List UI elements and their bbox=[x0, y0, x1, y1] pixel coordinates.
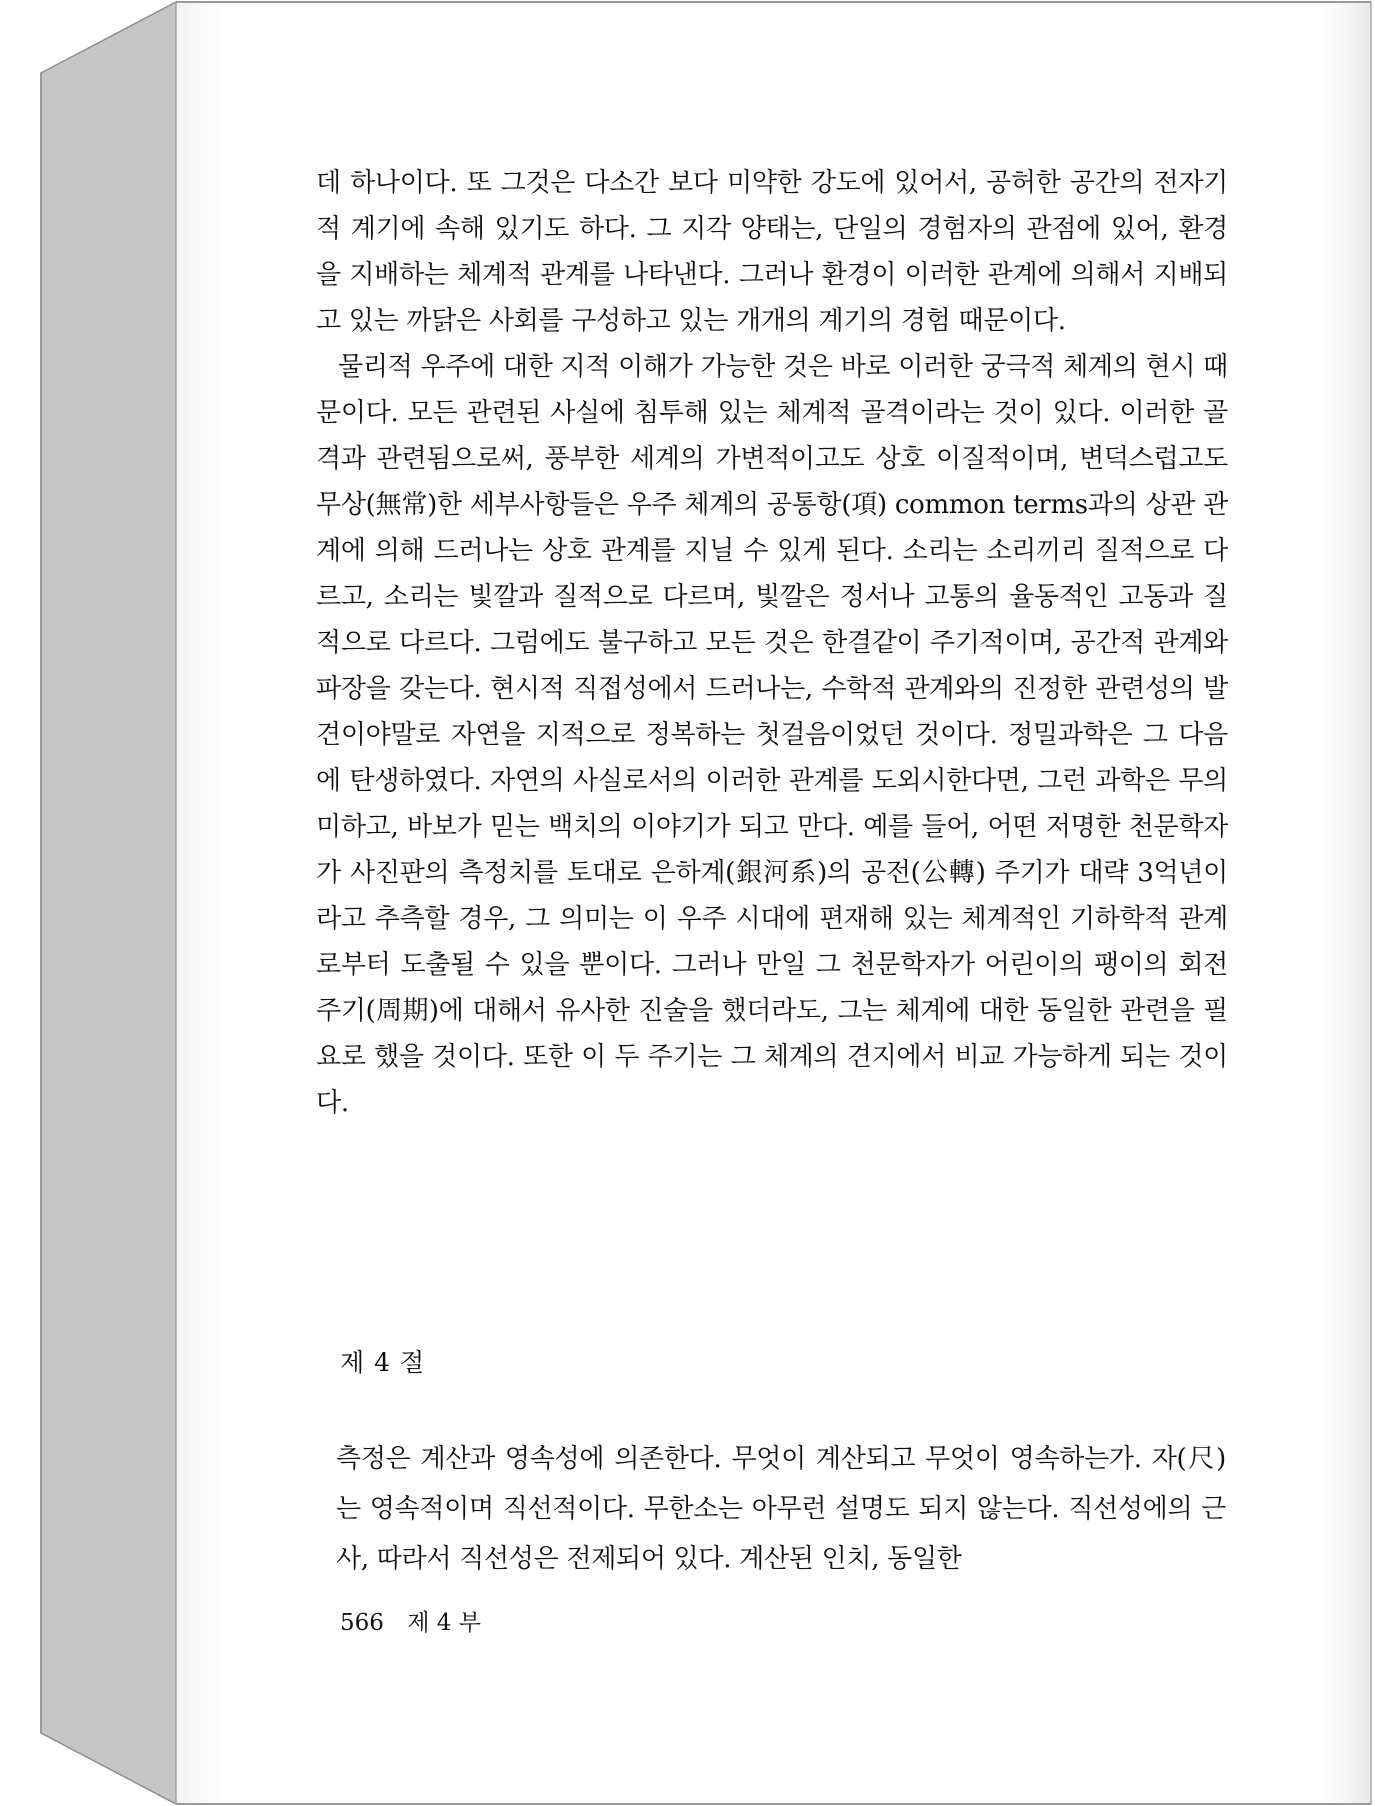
section-heading: 제 4 절 bbox=[340, 1348, 426, 1377]
book-spine-face bbox=[41, 2, 176, 1804]
body-paragraph-1: 데 하나이다. 또 그것은 다소간 보다 미약한 강도에 있어서, 공허한 공간의 전자기적 계기에 속해 있기도 하다. 그 지각 양태는, 단일의 경험자의 관점에 있어, 환경을 지배하는 체계적 관계를 나타낸다. 그러나 환경이 이러한 관계에 의해서 지배되고 있는 까닭은 사회를 구성하고 있는 개개의 계기의 경험 때문이다. bbox=[316, 168, 1228, 336]
part-label: 제 4 부 bbox=[407, 1610, 481, 1636]
page-footer bbox=[340, 1604, 481, 1637]
section-paragraph: 측정은 계산과 영속성에 의존한다. 무엇이 계산되고 무엇이 영속하는가. 자(尺)는 영속적이며 직선적이다. 무한소는 아무런 설명도 되지 않는다. 직선성에의 근사, 따라서 직선성은 전제되어 있다. 계산된 인치, 동일한 bbox=[336, 1444, 1226, 1574]
main-text-block bbox=[316, 160, 1228, 1126]
body-paragraph-2: 물리적 우주에 대한 지적 이해가 가능한 것은 바로 이러한 궁극적 체계의 현시 때문이다. 모든 관련된 사실에 침투해 있는 체계적 골격이라는 것이 있다. 이러한 골격과 관련됨으로써, 풍부한 세계의 가변적이고도 상호 이질적이며, 변덕스럽고도 무상(無常)한 세부사항들은 우주 체계의 공통항(項) common terms과의 상관 관계에 의해 드러나는 상호 관계를 지닐 수 있게 된다. 소리는 소리끼리 질적으로 다르고, 소리는 빛깔과 질적으로 다르며, 빛깔은 정서나 고통의 율동적인 고동과 질적으로 다르다. 그럼에도 불구하고 모든 것은 한결같이 주기적이며, 공간적 관계와 파장을 갖는다. 현시적 직접성에서 드러나는, 수학적 관계와의 진정한 관련성의 발견이야말로 자연을 지적으로 정복하는 첫걸음이었던 것이다. 정밀과학은 그 다음에 탄생하였다. 자연의 사실로서의 이러한 관계를 도외시한다면, 그런 과학은 무의미하고, 바보가 믿는 백치의 이야기가 되고 만다. 예를 들어, 어떤 저명한 천문학자가 사진판의 측정치를 토대로 은하계(銀河系)의 공전(公轉) 주기가 대략 3억년이라고 추측할 경우, 그 의미는 이 우주 시대에 편재해 있는 체계적인 기하학적 관계로부터 도출될 수 있을 뿐이다. 그러나 만일 그 천문학자가 어린이의 팽이의 회전 주기(周期)에 대해서 유사한 진술을 했더라도, 그는 체계에 대한 동일한 관련을 필요로 했을 것이다. 또한 이 두 주기는 그 체계의 견지에서 비교 가능하게 되는 것이다. bbox=[316, 352, 1228, 1118]
page-number: 566 bbox=[340, 1610, 384, 1636]
